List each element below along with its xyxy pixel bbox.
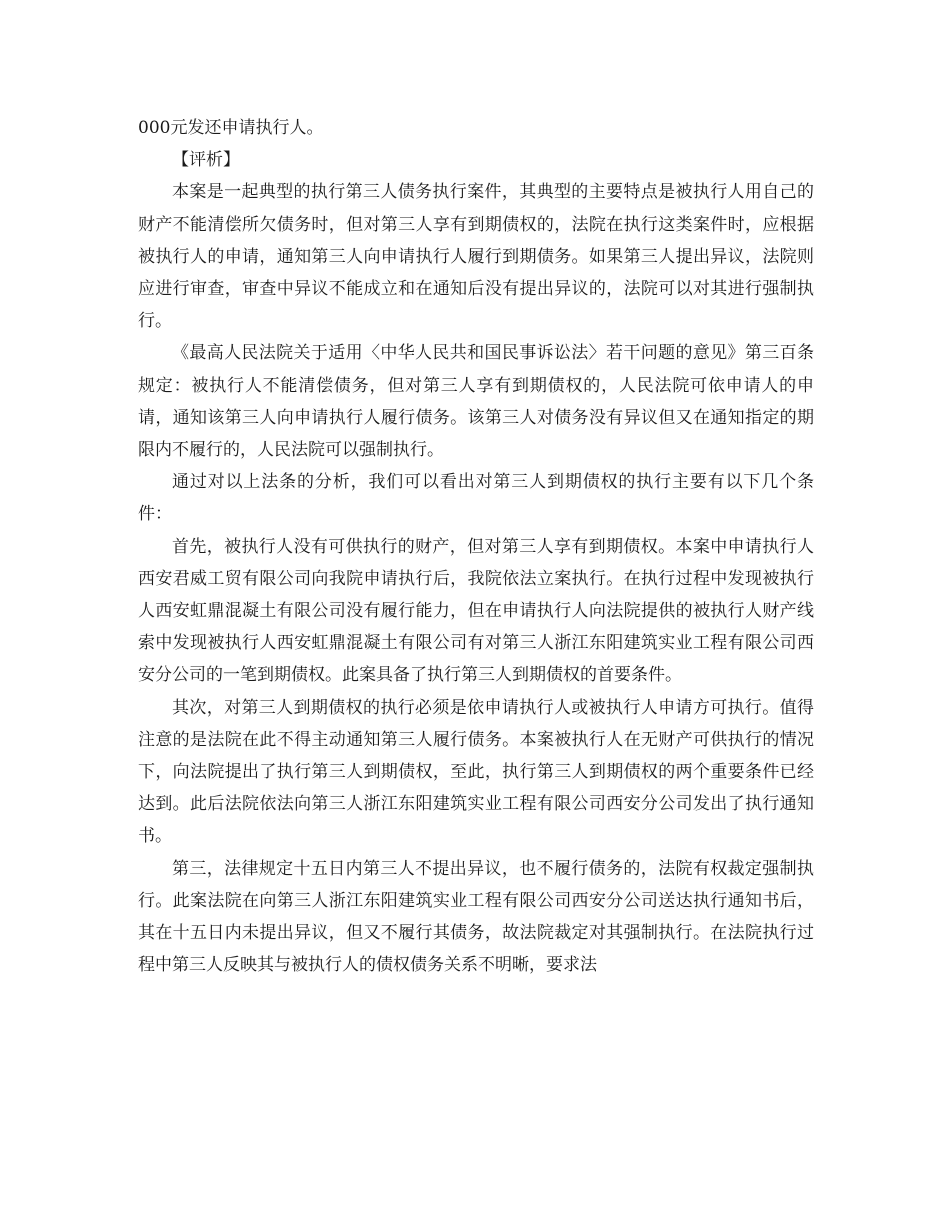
paragraph: 第三，法律规定十五日内第三人不提出异议，也不履行债务的，法院有权裁定强制执行。此案法院在向第三人浙江东阳建筑实业工程有限公司西安分公司送达执行通知书后，其在十五日内未提出异议，但又不履行其债务，故法院裁定对其强制执行。在法院执行过程中第三人反映其与被执行人的债权债务关系不明晰，要求法 (138, 858, 814, 976)
document-body (138, 112, 814, 981)
section-heading-analysis: 【评析】 (172, 150, 240, 171)
paragraph: 本案是一起典型的执行第三人债务执行案件，其典型的主要特点是被执行人用自己的财产不能清偿所欠债务时，但对第三人享有到期债权的，法院在执行这类案件时，应根据被执行人的申请，通知第三人向申请执行人履行到期债务。如果第三人提出异议，法院则应进行审查，审查中异议不能成立和在通知后没有提出异议的，法院可以对其进行强制执行。 (138, 182, 814, 332)
paragraph: 通过对以上法条的分析，我们可以看出对第三人到期债权的执行主要有以下几个条件： (138, 472, 814, 525)
paragraph-continuation: 000元发还申请执行人。 (138, 118, 324, 138)
paragraph: 《最高人民法院关于适用〈中华人民共和国民事诉讼法〉若干问题的意见》第三百条规定：被执行人不能清偿债务，但对第三人享有到期债权的，人民法院可依申请人的申请，通知该第三人向申请执行人履行债务。该第三人对债务没有异议但又在通知指定的期限内不履行的，人民法院可以强制执行。 (138, 343, 814, 461)
paragraph: 其次，对第三人到期债权的执行必须是依申请执行人或被执行人申请方可执行。值得注意的是法院在此不得主动通知第三人履行债务。本案被执行人在无财产可供执行的情况下，向法院提出了执行第三人到期债权，至此，执行第三人到期债权的两个重要条件已经达到。此后法院依法向第三人浙江东阳建筑实业工程有限公司西安分公司发出了执行通知书。 (138, 697, 814, 847)
paragraph: 首先，被执行人没有可供执行的财产，但对第三人享有到期债权。本案中申请执行人西安君威工贸有限公司向我院申请执行后，我院依法立案执行。在执行过程中发现被执行人西安虹鼎混凝土有限公司没有履行能力，但在申请执行人向法院提供的被执行人财产线索中发现被执行人西安虹鼎混凝土有限公司有对第三人浙江东阳建筑实业工程有限公司西安分公司的一笔到期债权。此案具备了执行第三人到期债权的首要条件。 (138, 536, 814, 686)
